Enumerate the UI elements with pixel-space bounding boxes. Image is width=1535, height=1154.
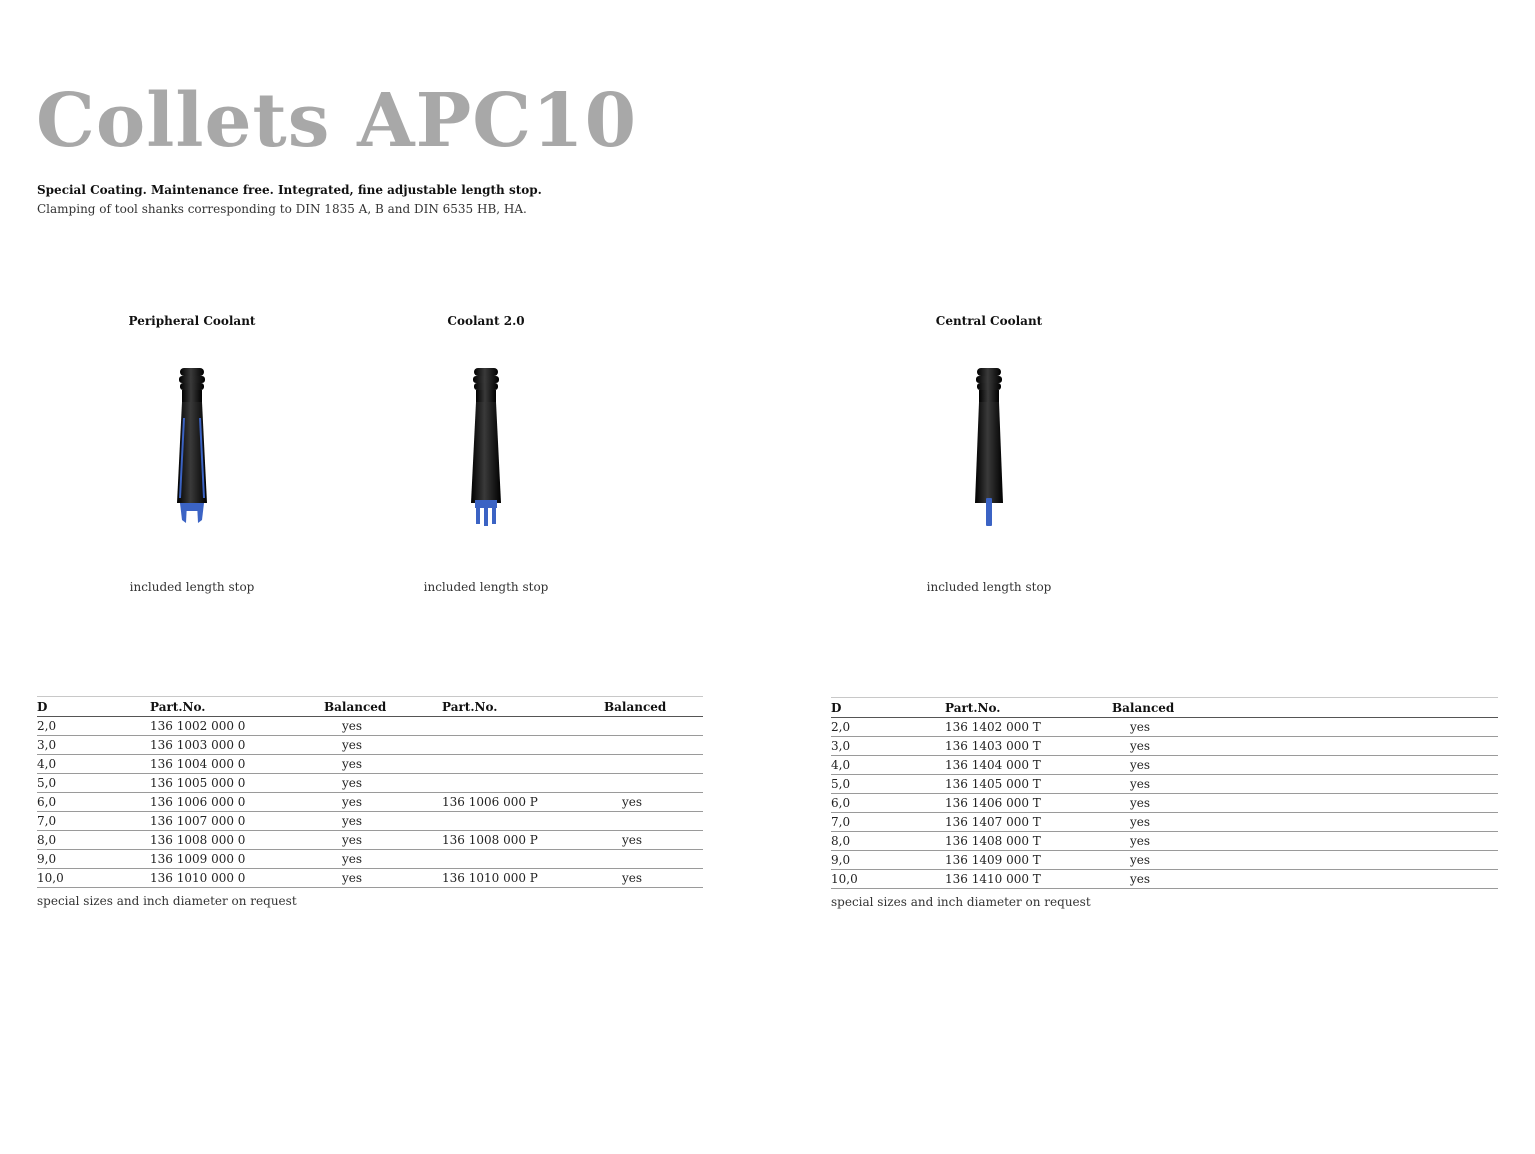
table-cell: yes xyxy=(1112,737,1498,756)
table-cell: 136 1407 000 T xyxy=(945,813,1112,832)
table-cell: 7,0 xyxy=(37,812,150,831)
table-cell: 136 1008 000 0 xyxy=(150,831,324,850)
table-cell: 8,0 xyxy=(831,832,945,851)
left-footnote: special sizes and inch diameter on request xyxy=(37,894,297,908)
table-cell: yes xyxy=(324,774,442,793)
table-cell: 136 1009 000 0 xyxy=(150,850,324,869)
table-row xyxy=(831,813,1498,832)
table-cell: yes xyxy=(324,831,442,850)
col-header-balanced-2: Balanced xyxy=(604,697,703,717)
table-cell: yes xyxy=(324,717,442,736)
table-cell: yes xyxy=(324,736,442,755)
table-row xyxy=(37,869,703,888)
right-parts-table xyxy=(831,697,1498,909)
col-header-d: D xyxy=(831,698,945,718)
table-cell: yes xyxy=(1112,851,1498,870)
table-cell: 7,0 xyxy=(831,813,945,832)
table-cell xyxy=(442,755,604,774)
table-cell: 136 1404 000 T xyxy=(945,756,1112,775)
table-cell: 3,0 xyxy=(37,736,150,755)
table-row xyxy=(831,851,1498,870)
variant-caption: included length stop xyxy=(926,580,1052,594)
table-cell xyxy=(604,850,703,869)
table-cell: 136 1006 000 0 xyxy=(150,793,324,812)
table-cell: 136 1010 000 P xyxy=(442,869,604,888)
variant-caption: included length stop xyxy=(129,580,255,594)
col-header-balanced: Balanced xyxy=(324,697,442,717)
table-cell: 136 1408 000 T xyxy=(945,832,1112,851)
variant-title: Coolant 2.0 xyxy=(447,314,525,328)
table-cell: yes xyxy=(604,869,703,888)
table-row xyxy=(37,850,703,869)
table-cell: yes xyxy=(1112,794,1498,813)
table-cell: 2,0 xyxy=(831,718,945,737)
table-cell: 10,0 xyxy=(831,870,945,889)
table-cell xyxy=(442,717,604,736)
table-cell: yes xyxy=(604,831,703,850)
col-header-balanced: Balanced xyxy=(1112,698,1498,718)
table-cell: 9,0 xyxy=(831,851,945,870)
variant-title: Central Coolant xyxy=(935,314,1043,328)
table-cell: yes xyxy=(1112,718,1498,737)
table-cell: 136 1008 000 P xyxy=(442,831,604,850)
table-cell: 6,0 xyxy=(37,793,150,812)
table-cell: 136 1403 000 T xyxy=(945,737,1112,756)
table-cell: 136 1005 000 0 xyxy=(150,774,324,793)
table-cell: 136 1409 000 T xyxy=(945,851,1112,870)
variant-central-coolant xyxy=(859,314,1119,594)
table-cell: 136 1402 000 T xyxy=(945,718,1112,737)
table-cell: 10,0 xyxy=(37,869,150,888)
table-cell: 136 1406 000 T xyxy=(945,794,1112,813)
subtitle-bold: Special Coating. Maintenance free. Integrated, fine adjustable length stop. xyxy=(37,183,542,197)
table-cell xyxy=(442,774,604,793)
table-cell: 136 1410 000 T xyxy=(945,870,1112,889)
table-cell: 9,0 xyxy=(37,850,150,869)
table-cell: 136 1002 000 0 xyxy=(150,717,324,736)
table-row xyxy=(37,755,703,774)
table-row xyxy=(37,717,703,736)
table-cell: 5,0 xyxy=(37,774,150,793)
col-header-part-no: Part.No. xyxy=(150,697,324,717)
table-cell xyxy=(604,717,703,736)
collet-peripheral-coolant-icon xyxy=(162,368,222,538)
table-cell: 136 1006 000 P xyxy=(442,793,604,812)
col-header-part-no-2: Part.No. xyxy=(442,697,604,717)
table-cell: yes xyxy=(324,869,442,888)
table-row xyxy=(37,831,703,850)
table-cell xyxy=(604,812,703,831)
table-cell: 136 1003 000 0 xyxy=(150,736,324,755)
variant-caption: included length stop xyxy=(423,580,549,594)
table-cell: 6,0 xyxy=(831,794,945,813)
table-row xyxy=(37,774,703,793)
table-row xyxy=(831,870,1498,889)
col-header-d: D xyxy=(37,697,150,717)
table-row xyxy=(831,794,1498,813)
table-cell: 5,0 xyxy=(831,775,945,794)
table-row xyxy=(37,736,703,755)
table-cell: yes xyxy=(1112,756,1498,775)
table-cell: 136 1007 000 0 xyxy=(150,812,324,831)
left-parts-table xyxy=(37,696,703,908)
table-row xyxy=(37,812,703,831)
table-row xyxy=(37,793,703,812)
variant-title: Peripheral Coolant xyxy=(128,314,256,328)
table-cell xyxy=(604,755,703,774)
table-row xyxy=(831,756,1498,775)
table-cell: 3,0 xyxy=(831,737,945,756)
table-cell: yes xyxy=(324,850,442,869)
table-cell: yes xyxy=(604,793,703,812)
table-cell xyxy=(442,812,604,831)
table-cell: yes xyxy=(324,812,442,831)
table-cell: yes xyxy=(324,755,442,774)
table-row xyxy=(831,832,1498,851)
table-cell: yes xyxy=(1112,870,1498,889)
right-footnote: special sizes and inch diameter on request xyxy=(831,895,1091,909)
table-cell xyxy=(442,736,604,755)
table-cell: yes xyxy=(1112,813,1498,832)
subtitle: Clamping of tool shanks corresponding to DIN 1835 A, B and DIN 6535 HB, HA. xyxy=(37,202,527,216)
table-cell xyxy=(604,736,703,755)
table-cell: yes xyxy=(324,793,442,812)
table-row xyxy=(831,775,1498,794)
table-cell: 4,0 xyxy=(831,756,945,775)
table-cell xyxy=(604,774,703,793)
table-cell: 4,0 xyxy=(37,755,150,774)
table-cell: 136 1010 000 0 xyxy=(150,869,324,888)
variant-peripheral-coolant xyxy=(62,314,322,594)
table-cell: yes xyxy=(1112,775,1498,794)
variant-coolant-2 xyxy=(356,314,616,594)
table-cell xyxy=(442,850,604,869)
table-cell: 2,0 xyxy=(37,717,150,736)
table-cell: 136 1004 000 0 xyxy=(150,755,324,774)
collet-central-coolant-icon xyxy=(959,368,1019,538)
table-row xyxy=(831,737,1498,756)
table-cell: yes xyxy=(1112,832,1498,851)
table-row xyxy=(831,718,1498,737)
col-header-part-no: Part.No. xyxy=(945,698,1112,718)
collet-coolant-2-icon xyxy=(456,368,516,538)
table-cell: 8,0 xyxy=(37,831,150,850)
page-title: Collets APC10 xyxy=(36,78,638,164)
table-cell: 136 1405 000 T xyxy=(945,775,1112,794)
